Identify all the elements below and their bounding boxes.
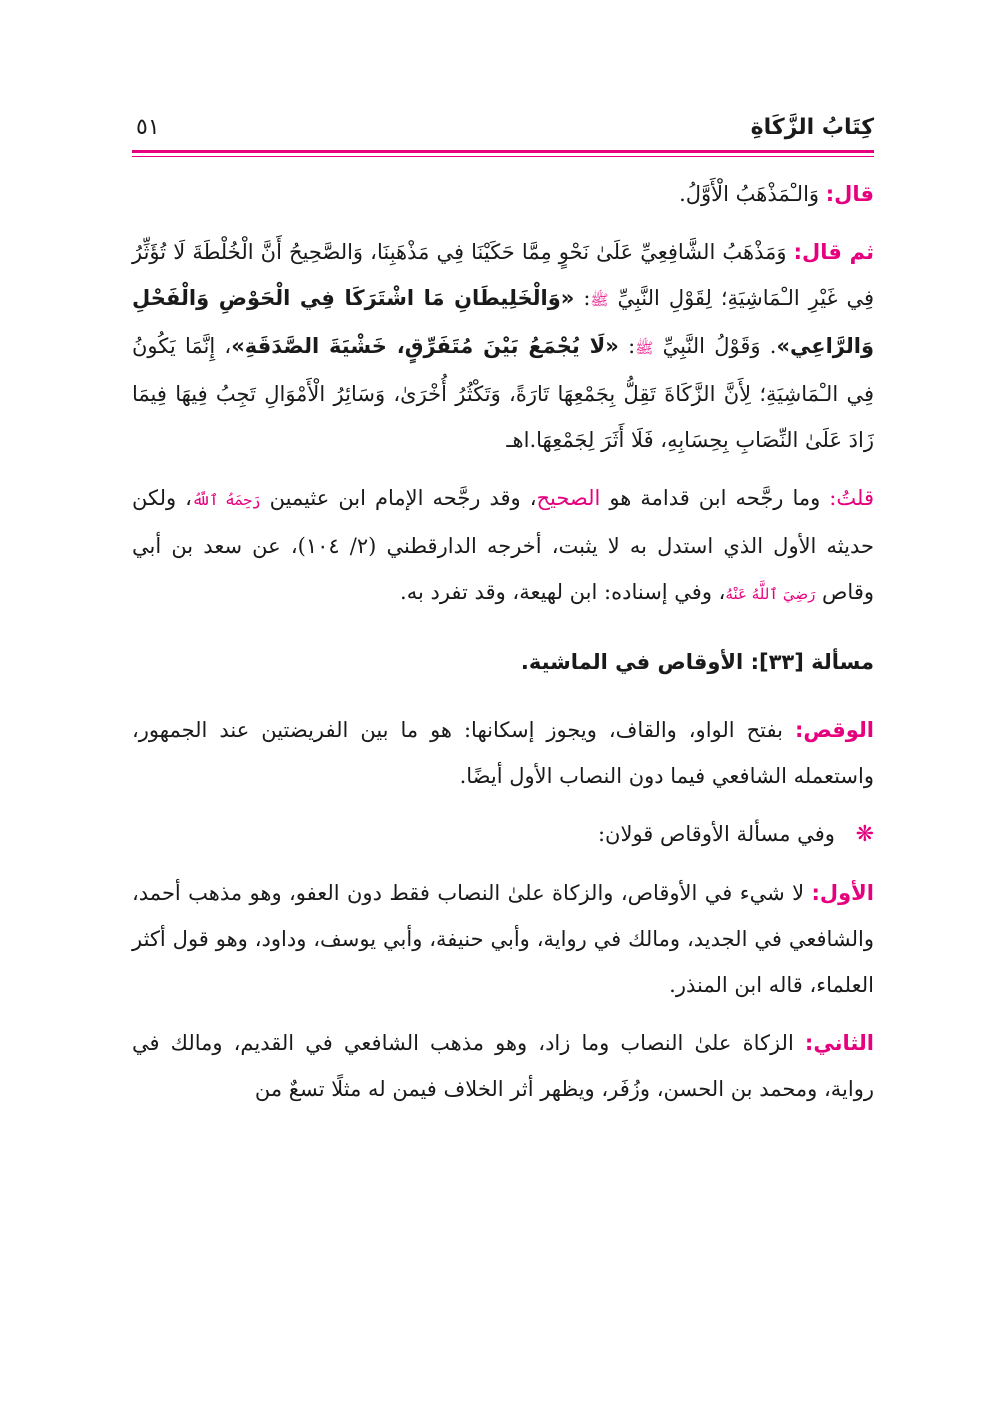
honorific-symbol: رَضِيَ ٱللَّهُ عَنْهُ xyxy=(725,585,816,603)
quote-label: قال: xyxy=(825,182,874,206)
page-header xyxy=(132,112,874,146)
quote-text: ، إِنَّمَا يَكُونُ فِي الـْمَاشِيَةِ؛ لِأَنَّ الزَّكَاةَ تَقِلُّ بِجَمْعِهَا تَارَةً، وَتَكْثُرُ أُخْرَىٰ، وَسَائِرُ الْأَمْوَالِ تَجِبُ فِيهَا فِيمَا زَادَ عَلَىٰ النِّصَابِ بِحِسَابِهِ، فَلَا أَثَرَ لِجَمْعِهَا.اهـ xyxy=(132,334,874,452)
definition-paragraph xyxy=(132,707,874,799)
running-title: كِتَابُ الزَّكَاةِ xyxy=(750,115,874,140)
honorific-symbol: رَحِمَهُ ٱللَّهُ xyxy=(191,491,261,509)
highlight-word: الصحيح xyxy=(536,486,601,510)
definition-label: الوقص: xyxy=(794,718,874,742)
page xyxy=(132,112,874,1112)
quote-paragraph-1 xyxy=(132,171,874,217)
quote-text: : xyxy=(628,334,636,358)
quote-text: . وَقَوْلُ النَّبِيِّ xyxy=(662,334,777,358)
opinion-text: لا شيء في الأوقاص، والزكاة علىٰ النصاب فقط دون العفو، وهو مذهب أحمد، والشافعي في الجديد، ومالك في رواية، وأبي حنيفة، وأبي يوسف، وداود، وهو قول أكثر العلماء، قاله ابن المنذر. xyxy=(132,881,874,997)
hadith-text: «لَا يُجْمَعُ بَيْنَ مُتَفَرِّقٍ، خَشْيَةَ الصَّدَقَةِ» xyxy=(231,334,619,358)
honorific-symbol: ﷺ xyxy=(635,339,654,357)
flower-icon: ❋ xyxy=(855,822,874,847)
honorific-symbol: ﷺ xyxy=(590,291,609,309)
opinion-label: الثاني: xyxy=(804,1031,874,1055)
definition-text: بفتح الواو، والقاف، ويجوز إسكانها: هو ما بين الفريضتين عند الجمهور، واستعمله الشافعي فيما دون النصاب الأول أيضًا. xyxy=(132,718,874,788)
quote-text: : xyxy=(583,286,591,310)
comment-text: وما رجَّحه ابن قدامة هو xyxy=(609,486,821,510)
hadith-text: «وَالْخَلِيطَانِ مَا اشْتَرَكَا فِي الْحَوْضِ وَالْفَحْلِ وَالرَّاعِي» xyxy=(132,286,874,358)
opinion-text: الزكاة علىٰ النصاب وما زاد، وهو مذهب الشافعي في القديم، ومالك في رواية، ومحمد بن الحسن، وزُفَر، ويظهر أثر الخلاف فيمن له مثلًا تسعٌ من xyxy=(132,1031,874,1101)
comment-paragraph xyxy=(132,475,874,617)
header-rule-thick xyxy=(132,150,874,153)
comment-text: ، وفي إسناده: ابن لهيعة، وقد تفرد به. xyxy=(400,580,726,604)
opinion-label: الأول: xyxy=(811,881,874,905)
opinions-intro xyxy=(132,811,874,858)
quote-text: وَالـْمَذْهَبُ الْأَوَّلُ. xyxy=(679,182,820,206)
opinions-intro-text: وفي مسألة الأوقاص قولان: xyxy=(597,822,835,846)
quote-text: وَمَذْهَبُ الشَّافِعِيِّ عَلَىٰ نَحْوٍ مِمَّا حَكَيْنَا فِي مَذْهَبِنَا، وَالصَّحِيحُ أَنَّ الْخُلْطَةَ لَا تُؤَثِّرُ فِي غَيْرِ الـْمَاشِيَةِ؛ لِقَوْلِ النَّبِيِّ xyxy=(132,240,874,310)
opinion-1-paragraph xyxy=(132,870,874,1008)
page-number: ٥١ xyxy=(136,115,160,140)
comment-text: ، وقد رجَّحه الإمام ابن عثيمين xyxy=(269,486,537,510)
page-content xyxy=(132,171,874,1112)
comment-label: قلتُ: xyxy=(829,486,874,510)
issue-heading: مسألة [٣٣]: الأوقاص في الماشية. xyxy=(520,650,874,674)
quote-paragraph-2 xyxy=(132,229,874,463)
header-rule-thin xyxy=(132,156,874,157)
quote-label: ثم قال: xyxy=(793,240,874,264)
comment-text: ، ولكن حديثه الأول الذي استدل به لا يثبت، أخرجه الدارقطني (٢/ ١٠٤)، عن سعد بن أبي وقاص xyxy=(132,486,874,604)
opinion-2-paragraph xyxy=(132,1020,874,1112)
